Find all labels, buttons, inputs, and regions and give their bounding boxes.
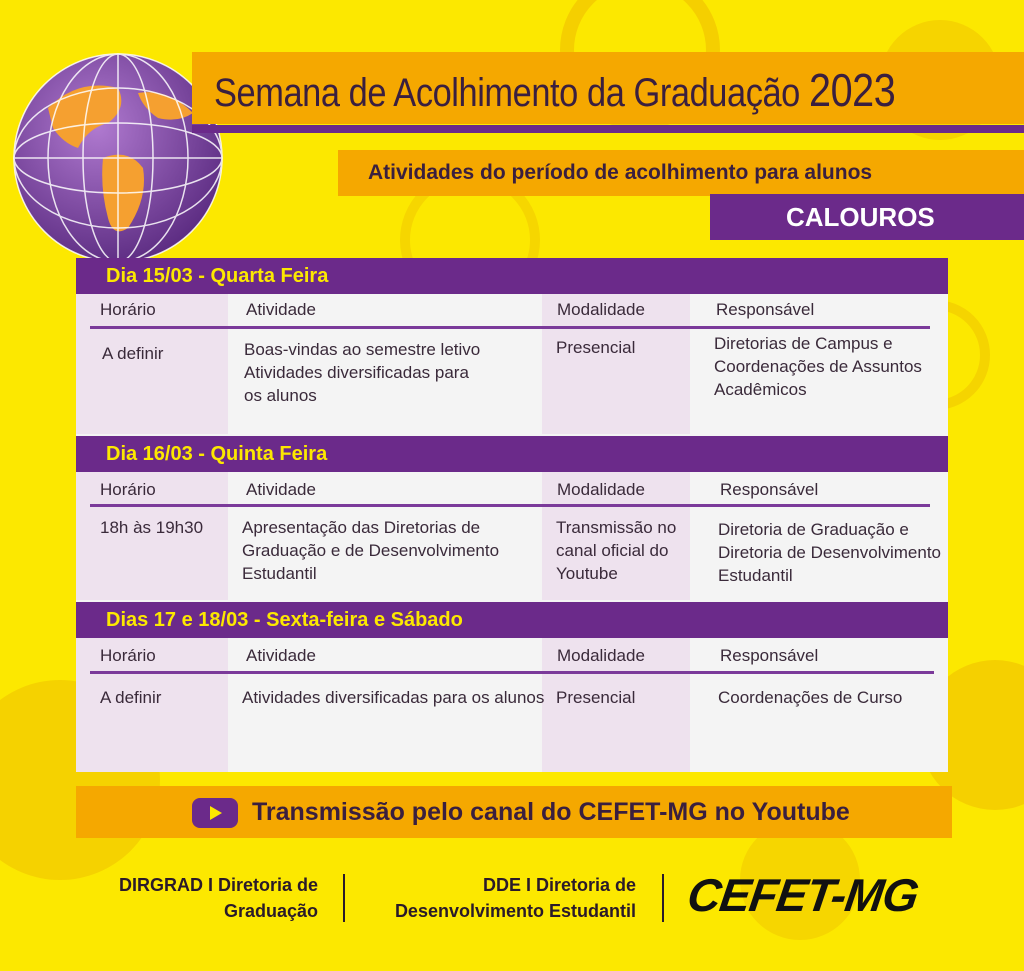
column-header-atividade: Atividade xyxy=(246,300,316,319)
header-divider xyxy=(90,504,930,507)
cell-line: Diretorias de Campus e xyxy=(714,334,893,353)
column-header-horario: Horário xyxy=(100,300,156,319)
cell-modalidade xyxy=(556,686,635,709)
footer-separator xyxy=(662,874,664,922)
column-header-responsavel: Responsável xyxy=(716,300,815,319)
column-header-modalidade: Modalidade xyxy=(557,646,645,665)
title-label: Semana de Acolhimento da Graduação xyxy=(214,71,800,115)
cell-horario: A definir xyxy=(100,688,162,707)
dirgrad-line-2: Graduação xyxy=(223,901,318,921)
column-header-responsavel: Responsável xyxy=(720,480,819,499)
cell-line: Atividades diversificadas para xyxy=(244,363,469,382)
dirgrad-credit xyxy=(90,872,318,924)
audience-label: CALOUROS xyxy=(786,202,935,232)
cell-line: Coordenações de Assuntos xyxy=(714,357,922,376)
cell-line: Boas-vindas ao semestre letivo xyxy=(244,340,481,359)
cell-atividade xyxy=(244,338,480,407)
dde-line-1: DDE I Diretoria de xyxy=(482,875,636,895)
column-header-modalidade: Modalidade xyxy=(557,300,645,319)
title-underline xyxy=(192,125,1024,133)
cell-line: Acadêmicos xyxy=(714,380,807,399)
cell-line: Presencial xyxy=(556,338,636,357)
cell-line: Estudantil xyxy=(242,564,317,583)
dde-credit xyxy=(360,872,636,924)
cell-line: Coordenações de Curso xyxy=(718,688,903,707)
day-header: Dia 16/03 - Quinta Feira xyxy=(76,436,948,472)
cell-atividade xyxy=(242,516,499,585)
cell-line: Apresentação das Diretorias de xyxy=(242,518,481,537)
column-header-horario: Horário xyxy=(100,480,156,499)
cell-line: os alunos xyxy=(244,386,317,405)
cell-line: Transmissão no xyxy=(556,518,677,537)
header-divider xyxy=(90,326,930,329)
cell-line: Estudantil xyxy=(718,566,793,585)
column-header-atividade: Atividade xyxy=(246,480,316,499)
cell-horario: A definir xyxy=(102,344,164,363)
cell-modalidade xyxy=(556,516,676,585)
day-header: Dias 17 e 18/03 - Sexta-feira e Sábado xyxy=(76,602,948,638)
cell-line: Graduação e de Desenvolvimento xyxy=(242,541,500,560)
cefet-mg-logo: CEFET-MG xyxy=(684,869,922,921)
day-header: Dia 15/03 - Quarta Feira xyxy=(76,258,948,294)
dde-line-2: Desenvolvimento Estudantil xyxy=(394,901,636,921)
column-header-responsavel: Responsável xyxy=(720,646,819,665)
youtube-play-icon xyxy=(192,798,238,828)
cell-responsavel xyxy=(718,518,941,587)
header-divider xyxy=(90,671,934,674)
footer-separator xyxy=(343,874,345,922)
cell-line: Presencial xyxy=(556,688,636,707)
cell-line: Youtube xyxy=(556,564,618,583)
column-header-modalidade: Modalidade xyxy=(557,480,645,499)
cell-line: Diretoria de Desenvolvimento xyxy=(718,543,941,562)
title-year: 2023 xyxy=(809,64,896,116)
cell-horario: 18h às 19h30 xyxy=(100,518,204,537)
dirgrad-line-1: DIRGRAD I Diretoria de xyxy=(118,875,318,895)
subtitle: Atividades do período de acolhimento para alunos xyxy=(368,161,873,184)
youtube-banner-text: Transmissão pelo canal do CEFET-MG no Youtube xyxy=(252,798,850,826)
cell-line: Atividades diversificadas para os alunos xyxy=(242,688,545,707)
cell-modalidade xyxy=(556,336,635,359)
page-title xyxy=(214,60,902,120)
cell-atividade xyxy=(242,686,544,709)
cell-line: Diretoria de Graduação e xyxy=(718,520,909,539)
column-header-horario: Horário xyxy=(100,646,156,665)
column-header-atividade: Atividade xyxy=(246,646,316,665)
cell-responsavel xyxy=(718,686,902,709)
cell-line: canal oficial do xyxy=(556,541,669,560)
cell-responsavel xyxy=(714,332,922,401)
